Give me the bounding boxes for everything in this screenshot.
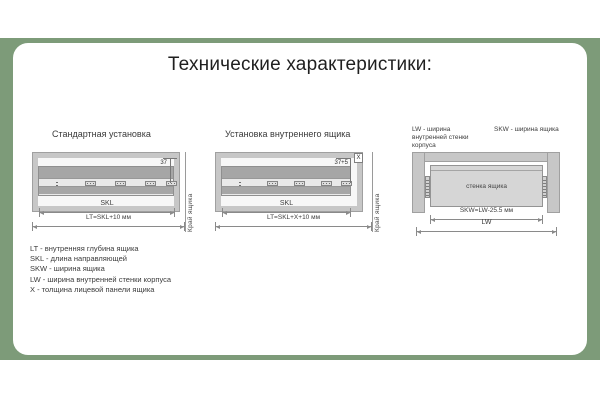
mount-slot	[294, 181, 305, 186]
legend-item-x: X - толщина лицевой панели ящика	[30, 284, 155, 294]
mount-slot	[85, 181, 96, 186]
dim-arrow-left	[216, 225, 220, 229]
diagram1-heading: Стандартная установка	[52, 129, 151, 139]
cabinet-back-bar	[412, 152, 560, 162]
mount-slot	[166, 181, 177, 186]
dim-arrow-left	[417, 230, 421, 234]
left-slide-mechanism	[425, 176, 430, 198]
lt-dimension-label: LT=SKL+X+10 мм	[266, 214, 321, 221]
legend-item-lt: LT - внутренняя глубина ящика	[30, 244, 139, 253]
legend-item-skw: SKW - ширина ящика	[30, 264, 105, 274]
cabinet-right-wall	[547, 152, 560, 213]
skw-definition-note: SKW - ширина ящика	[494, 126, 559, 133]
drawer-wall-label: стенка ящика	[466, 183, 507, 190]
drawer-edge-line	[372, 152, 373, 232]
legend-item-skl: SKL - длина направляющей	[30, 254, 127, 264]
dim-arrow-right	[180, 225, 184, 229]
rail-end-holes	[56, 181, 58, 186]
legend	[30, 244, 171, 295]
mount-slot	[321, 181, 332, 186]
mount-slot	[145, 181, 156, 186]
offset-dim-tick	[336, 158, 350, 159]
lw-dimension	[416, 219, 557, 236]
drawer-inner-line	[431, 170, 542, 171]
rail-end-holes	[239, 181, 241, 186]
skw-dimension-label: SKW=LW-25.5 мм	[459, 207, 514, 214]
diagram2-heading: Установка внутреннего ящика	[225, 129, 351, 139]
drawer-edge-line	[185, 152, 186, 232]
skl-dimension-label: SKL	[279, 200, 294, 207]
dim-arrow-left	[33, 225, 37, 229]
rail-top-band	[39, 167, 173, 179]
rail-bottom-band	[39, 186, 173, 194]
lt-dimension	[32, 214, 185, 231]
offset-dim-line	[350, 158, 351, 183]
dim-arrow-right	[552, 230, 556, 234]
legend-item-lw: LW - ширина внутренней стенки корпуса	[30, 274, 172, 284]
dim-arrow-right	[367, 225, 371, 229]
rail-top-band	[222, 167, 350, 179]
lt-dimension-label: LT=SKL+10 мм	[86, 214, 131, 221]
drawer-edge-label: Край ящика	[374, 193, 381, 232]
cabinet-left-wall	[412, 152, 425, 213]
front-panel-thickness-label: X	[354, 153, 363, 163]
mount-slot	[267, 181, 278, 186]
lw-definition-note: LW - ширина внутренней стенки корпуса	[412, 126, 469, 149]
drawer-edge-label: Край ящика	[187, 193, 194, 232]
page-title: Технические характеристики:	[167, 54, 433, 75]
right-slide-mechanism	[542, 176, 547, 198]
offset-dim-value: 37+5	[334, 160, 348, 166]
lt-dimension	[215, 214, 372, 231]
lw-dimension-label: LW	[481, 219, 492, 226]
offset-dim-line	[170, 158, 171, 183]
mount-slot	[115, 181, 126, 186]
offset-dim-value: 37	[160, 160, 167, 166]
skl-dimension-label: SKL	[100, 200, 114, 207]
rail-bottom-band	[222, 186, 350, 194]
